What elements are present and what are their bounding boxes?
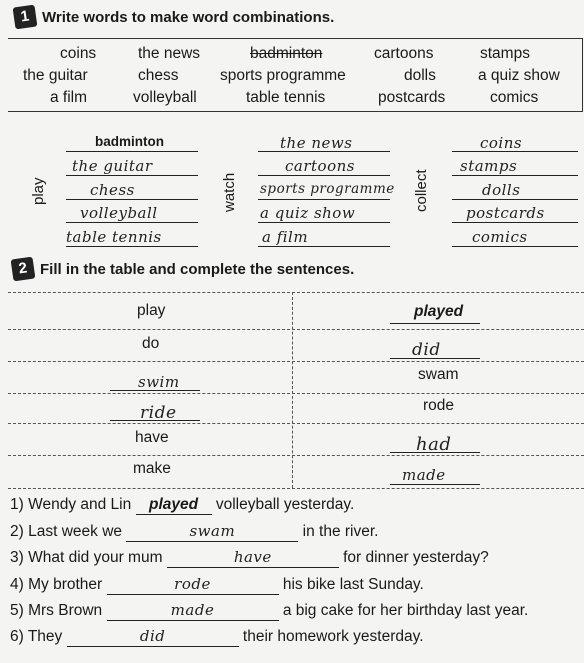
exercise-2-title: Fill in the table and complete the sentences. bbox=[40, 261, 355, 278]
word-bank-item: postcards bbox=[378, 89, 446, 106]
word-bank-item: table tennis bbox=[246, 89, 326, 106]
collect-answer[interactable]: postcards bbox=[466, 204, 545, 222]
play-answer[interactable]: badminton bbox=[95, 134, 164, 149]
answer-line bbox=[452, 175, 578, 176]
table-base-form[interactable]: ride bbox=[140, 403, 177, 423]
answer-line bbox=[258, 199, 390, 200]
answer-line bbox=[390, 484, 480, 485]
table-divider bbox=[8, 292, 584, 293]
sentence-text-after: in the river. bbox=[302, 523, 379, 540]
answer-line bbox=[66, 222, 198, 223]
sentence-blank[interactable] bbox=[136, 496, 212, 515]
sentence-2 bbox=[10, 522, 378, 542]
exercise-2-number: 2 bbox=[11, 257, 36, 282]
word-bank-item: sports programme bbox=[220, 67, 346, 84]
table-base-form: play bbox=[137, 302, 166, 319]
table-divider bbox=[8, 488, 584, 489]
watch-answer[interactable]: the news bbox=[280, 134, 353, 152]
sentence-number: 3) bbox=[10, 549, 24, 566]
answer-line bbox=[258, 175, 390, 176]
sentence-number: 5) bbox=[10, 602, 24, 619]
answer-line bbox=[390, 323, 480, 324]
sentence-text-after: for dinner yesterday? bbox=[343, 549, 489, 566]
word-bank-item: a film bbox=[50, 89, 88, 106]
play-answer[interactable]: volleyball bbox=[80, 204, 158, 222]
sentence-blank[interactable] bbox=[167, 548, 339, 568]
table-divider bbox=[8, 361, 584, 362]
sentence-number: 4) bbox=[10, 576, 24, 593]
word-bank-item: cartoons bbox=[374, 45, 434, 62]
answer-line bbox=[390, 358, 480, 359]
table-base-form[interactable]: swim bbox=[138, 373, 180, 391]
watch-answer[interactable]: cartoons bbox=[285, 157, 355, 175]
sentence-text-after: his bike last Sunday. bbox=[282, 576, 424, 593]
answer-line bbox=[258, 246, 390, 247]
word-bank-item: badminton bbox=[250, 45, 323, 62]
sentence-text-after: their homework yesterday. bbox=[242, 628, 424, 645]
table-column-divider bbox=[292, 292, 293, 488]
play-answer[interactable]: the guitar bbox=[72, 157, 153, 175]
sentence-text-before: My brother bbox=[28, 576, 103, 593]
verb-label-watch: watch bbox=[221, 172, 238, 212]
answer-line bbox=[452, 199, 578, 200]
sentence-answer: rode bbox=[174, 575, 211, 593]
sentence-1 bbox=[10, 496, 354, 515]
verb-label-play: play bbox=[30, 177, 47, 205]
table-past-form: played bbox=[414, 303, 464, 320]
play-answer[interactable]: chess bbox=[90, 181, 135, 199]
sentence-blank[interactable] bbox=[126, 522, 298, 542]
watch-answer[interactable]: sports programme bbox=[260, 181, 395, 197]
word-bank-item: dolls bbox=[404, 67, 436, 84]
sentence-answer: made bbox=[170, 601, 215, 619]
sentence-answer: have bbox=[233, 548, 272, 566]
table-base-form: do bbox=[142, 335, 160, 352]
answer-line bbox=[452, 151, 578, 152]
answer-line bbox=[258, 222, 390, 223]
answer-line bbox=[390, 452, 480, 453]
answer-line bbox=[258, 151, 390, 152]
table-past-form[interactable]: did bbox=[412, 340, 441, 360]
sentence-answer: did bbox=[139, 627, 166, 645]
sentence-blank[interactable] bbox=[107, 575, 279, 595]
answer-line bbox=[66, 199, 198, 200]
sentence-5 bbox=[10, 601, 528, 621]
word-bank-item: volleyball bbox=[133, 89, 197, 106]
collect-answer[interactable]: dolls bbox=[482, 181, 521, 199]
exercise-1-title: Write words to make word combinations. bbox=[42, 9, 335, 26]
sentence-blank[interactable] bbox=[107, 601, 279, 621]
collect-answer[interactable]: stamps bbox=[460, 157, 518, 175]
word-bank-item: chess bbox=[138, 67, 179, 84]
table-divider bbox=[8, 329, 584, 330]
sentence-number: 6) bbox=[10, 628, 24, 645]
word-bank-item: stamps bbox=[480, 45, 530, 62]
sentence-text-before: Wendy and Lin bbox=[28, 496, 132, 513]
table-base-form: make bbox=[133, 460, 171, 477]
word-bank-item: the news bbox=[138, 45, 201, 62]
word-bank-item: coins bbox=[60, 45, 97, 62]
answer-line bbox=[66, 151, 198, 152]
sentence-text-before: Mrs Brown bbox=[28, 602, 103, 619]
table-divider bbox=[8, 423, 584, 424]
collect-answer[interactable]: comics bbox=[472, 228, 528, 246]
sentence-answer: swam bbox=[189, 522, 236, 540]
sentence-text-after: volleyball yesterday. bbox=[215, 496, 355, 513]
watch-answer[interactable]: a quiz show bbox=[260, 204, 356, 222]
sentence-6 bbox=[10, 627, 424, 647]
table-divider bbox=[8, 393, 584, 394]
table-past-form[interactable]: had bbox=[416, 434, 452, 455]
word-bank-item: a quiz show bbox=[478, 67, 560, 84]
answer-line bbox=[452, 222, 578, 223]
play-answer[interactable]: table tennis bbox=[66, 228, 162, 246]
answer-line bbox=[66, 246, 198, 247]
verb-label-collect: collect bbox=[413, 169, 430, 212]
word-bank-item: the guitar bbox=[23, 67, 88, 84]
sentence-4 bbox=[10, 575, 424, 595]
table-past-form: rode bbox=[423, 397, 455, 414]
table-divider bbox=[8, 455, 584, 456]
answer-line bbox=[110, 420, 200, 421]
sentence-blank[interactable] bbox=[67, 627, 239, 647]
table-past-form[interactable]: made bbox=[402, 466, 446, 484]
sentence-text-before: They bbox=[27, 628, 63, 645]
table-base-form: have bbox=[135, 429, 169, 446]
answer-line bbox=[452, 246, 578, 247]
answer-line bbox=[66, 175, 198, 176]
watch-answer[interactable]: a film bbox=[262, 228, 309, 246]
sentence-3 bbox=[10, 548, 489, 568]
sentence-text-after: a big cake for her birthday last year. bbox=[282, 602, 529, 619]
sentence-text-before: What did your mum bbox=[28, 549, 163, 566]
sentence-number: 2) bbox=[10, 523, 24, 540]
word-bank-item: comics bbox=[490, 89, 539, 106]
table-past-form: swam bbox=[418, 366, 459, 383]
sentence-number: 1) bbox=[10, 496, 24, 513]
exercise-1-number: 1 bbox=[13, 5, 38, 30]
answer-line bbox=[110, 390, 200, 391]
sentence-answer: played bbox=[148, 496, 199, 513]
sentence-text-before: Last week we bbox=[28, 523, 123, 540]
collect-answer[interactable]: coins bbox=[480, 134, 523, 152]
